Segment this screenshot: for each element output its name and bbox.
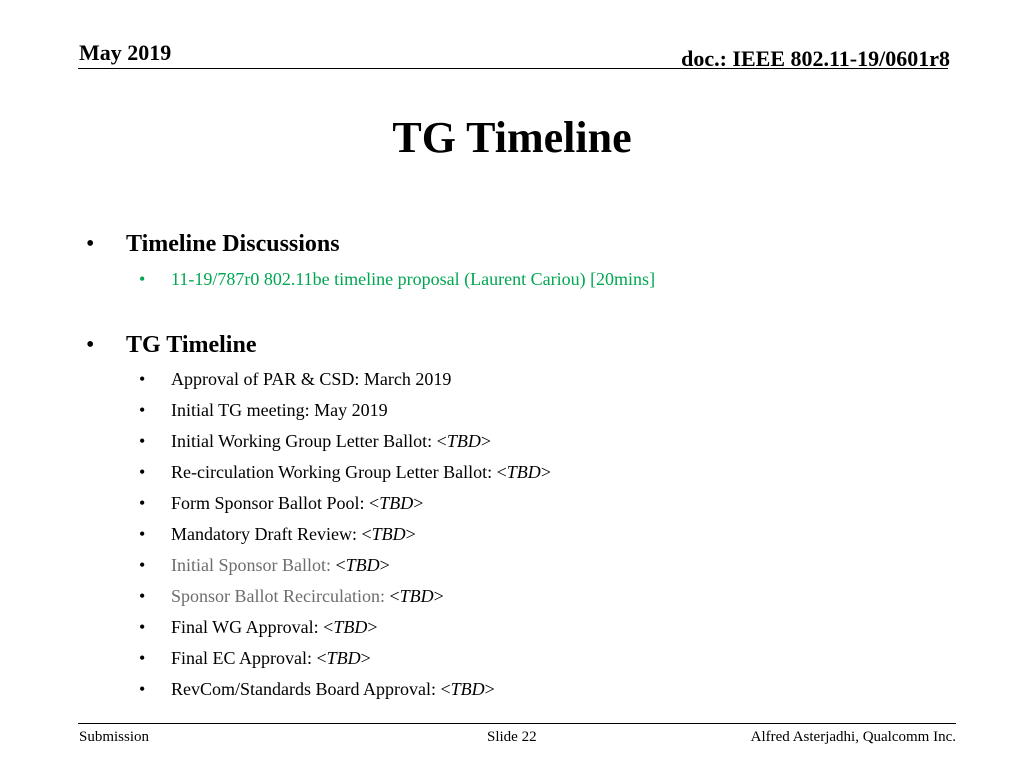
footer-slide-number: Slide 22 <box>487 729 537 745</box>
tbd-value: <TBD> <box>436 431 491 451</box>
bullet-icon: • <box>86 332 95 358</box>
list-item-label: RevCom/Standards Board Approval: <box>171 679 441 699</box>
tbd-value: <TBD> <box>389 586 444 606</box>
list-item-text <box>171 646 371 670</box>
bullet-icon: • <box>86 231 95 257</box>
footer-submission: Submission <box>79 729 150 745</box>
tbd-value: <TBD> <box>361 524 416 544</box>
list-item-label: Final WG Approval: <box>171 617 324 637</box>
list-item-text <box>171 584 444 608</box>
section-heading-text: TG Timeline <box>126 332 257 358</box>
list-item-text: Initial TG meeting: May 2019 <box>171 400 388 420</box>
section-heading-text: Timeline Discussions <box>126 231 340 257</box>
bullet-icon: • <box>139 648 146 668</box>
bullet-icon: • <box>139 400 146 420</box>
tbd-value: <TBD> <box>440 679 495 699</box>
list-item-text <box>171 553 390 577</box>
list-item-label: Mandatory Draft Review: <box>171 524 362 544</box>
footer-divider <box>78 723 956 724</box>
list-item-label: Initial Sponsor Ballot: <box>171 555 336 575</box>
bullet-icon: • <box>139 431 146 451</box>
list-item-text <box>171 522 416 546</box>
bullet-icon: • <box>139 493 146 513</box>
bullet-icon: • <box>139 462 146 482</box>
tbd-value: <TBD> <box>323 617 378 637</box>
header-divider <box>78 68 948 69</box>
list-item-label: Form Sponsor Ballot Pool: <box>171 493 370 513</box>
list-item-label: Sponsor Ballot Recirculation: <box>171 586 390 606</box>
list-item-text <box>171 460 551 484</box>
footer-author: Alfred Asterjadhi, Qualcomm Inc. <box>750 729 956 745</box>
tbd-value: <TBD> <box>316 648 371 668</box>
bullet-icon: • <box>139 555 146 575</box>
tbd-value: <TBD> <box>335 555 390 575</box>
bullet-icon: • <box>139 679 146 699</box>
bullet-icon: • <box>139 586 146 606</box>
list-item-label: Re-circulation Working Group Letter Ballot: <box>171 462 497 482</box>
header-date: May 2019 <box>79 40 172 65</box>
list-item-text: 11-19/787r0 802.11be timeline proposal (Laurent Cariou) [20mins] <box>171 269 656 289</box>
bullet-icon: • <box>139 269 146 289</box>
list-item-text <box>171 429 491 453</box>
bullet-icon: • <box>139 369 146 389</box>
list-item-text: Approval of PAR & CSD: March 2019 <box>171 369 452 389</box>
bullet-icon: • <box>139 617 146 637</box>
tbd-value: <TBD> <box>369 493 424 513</box>
header-doc-id: doc.: IEEE 802.11-19/0601r8 <box>681 46 950 71</box>
tbd-value: <TBD> <box>496 462 551 482</box>
list-item-label: Final EC Approval: <box>171 648 317 668</box>
slide-title: TG Timeline <box>392 113 632 162</box>
list-item-text <box>171 615 377 639</box>
list-item-label: Initial Working Group Letter Ballot: <box>171 431 437 451</box>
list-item-text <box>171 491 423 515</box>
list-item-text <box>171 677 495 701</box>
bullet-icon: • <box>139 524 146 544</box>
